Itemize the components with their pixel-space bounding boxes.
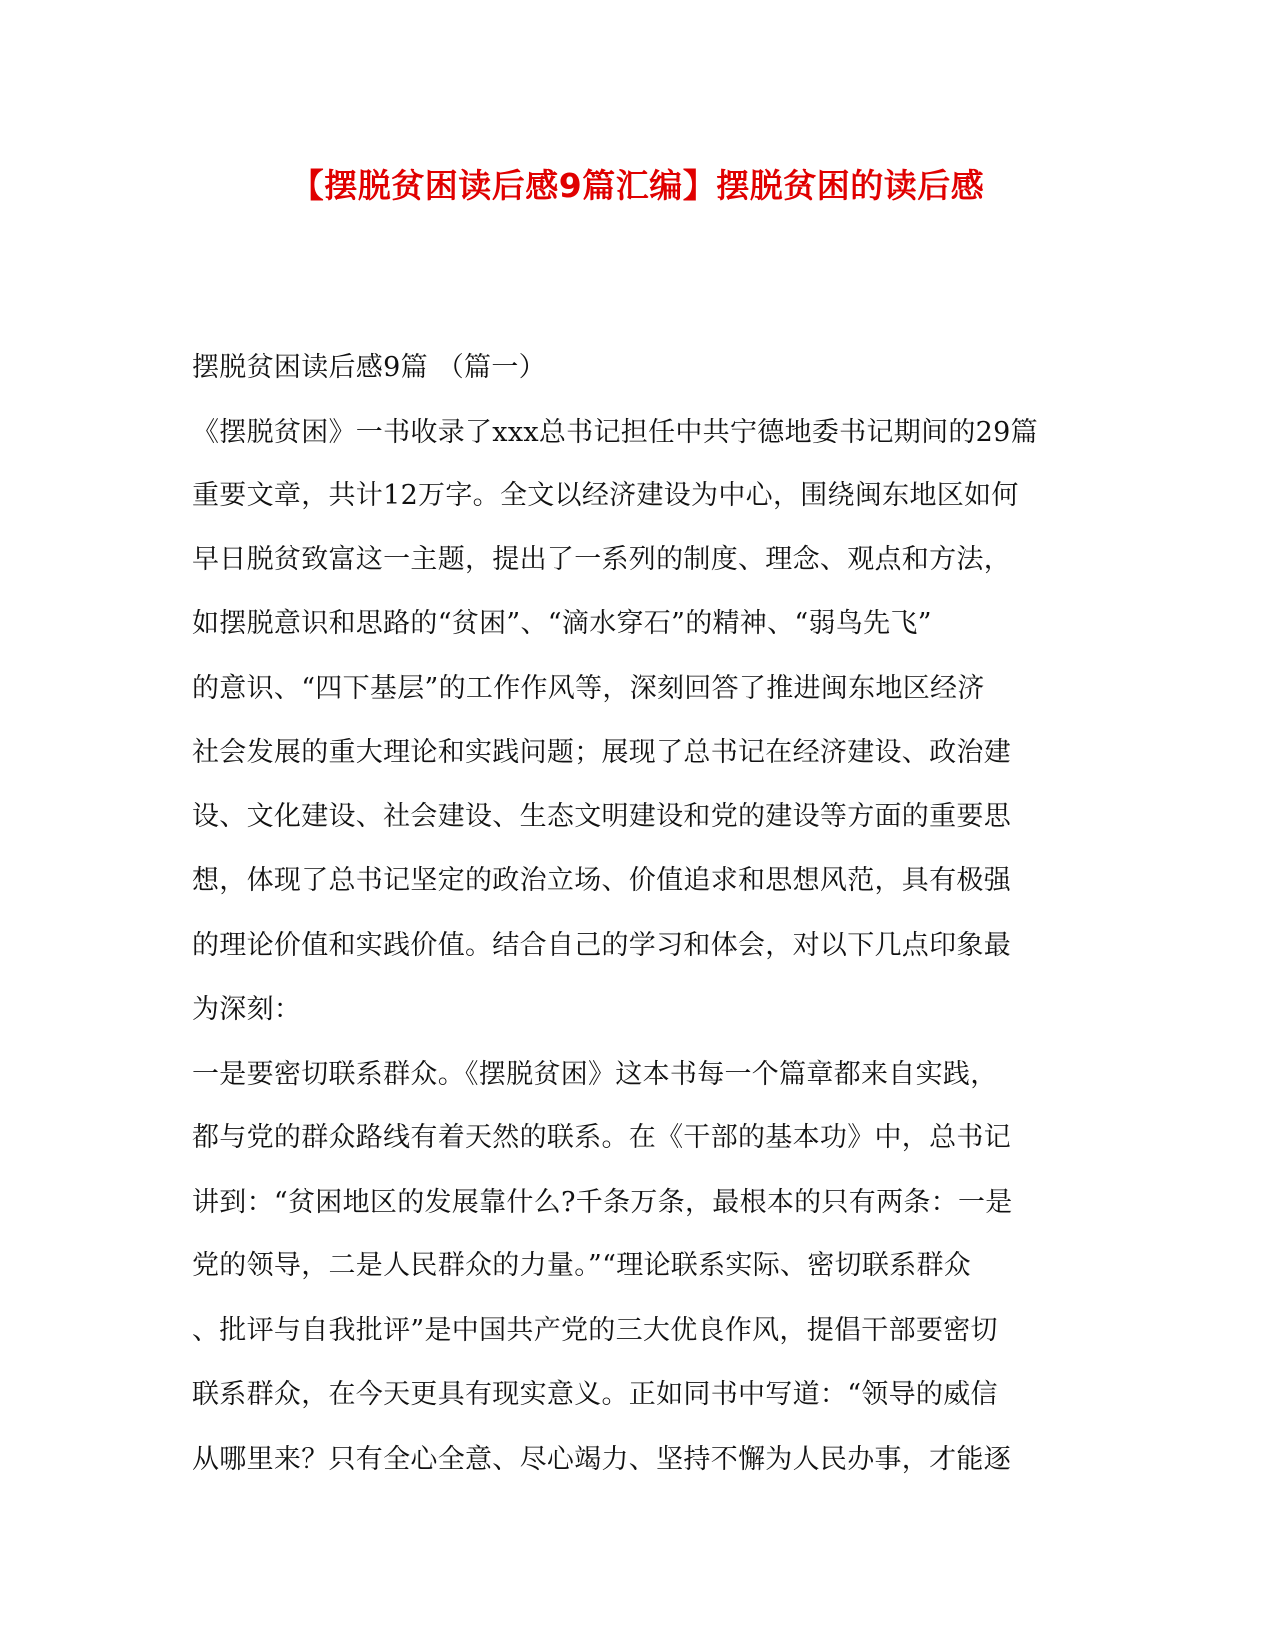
- body-line: 《摆脱贫困》一书收录了xxx总书记担任中共宁德地委书记期间的29篇: [192, 417, 1038, 448]
- body-line: 早日脱贫致富这一主题，提出了一系列的制度、理念、观点和方法，: [192, 544, 1011, 575]
- body-line: 社会发展的重大理论和实践问题；展现了总书记在经济建设、政治建: [192, 737, 1011, 768]
- body-line: 想，体现了总书记坚定的政治立场、价值追求和思想风范，具有极强: [192, 865, 1011, 896]
- body-line: 联系群众，在今天更具有现实意义。正如同书中写道：“领导的威信: [192, 1379, 998, 1410]
- body-line: 讲到：“贫困地区的发展靠什么?千条万条，最根本的只有两条：一是: [192, 1187, 1013, 1218]
- document-title: 【摆脱贫困读后感9篇汇编】摆脱贫困的读后感: [290, 166, 985, 205]
- body-line: 都与党的群众路线有着天然的联系。在《干部的基本功》中，总书记: [192, 1122, 1011, 1153]
- body-line: 如摆脱意识和思路的“贫困”、“滴水穿石”的精神、“弱鸟先飞”: [192, 608, 932, 639]
- body-line: 、批评与自我批评”是中国共产党的三大优良作风，提倡干部要密切: [192, 1315, 998, 1346]
- body-line: 的意识、“四下基层”的工作作风等，深刻回答了推进闽东地区经济: [192, 673, 985, 704]
- body-line: 从哪里来？只有全心全意、尽心竭力、坚持不懈为人民办事，才能逐: [192, 1444, 1011, 1475]
- body-line: 党的领导，二是人民群众的力量。”“理论联系实际、密切联系群众: [192, 1250, 972, 1281]
- body-line: 一是要密切联系群众。《摆脱贫困》这本书每一个篇章都来自实践，: [192, 1059, 998, 1090]
- body-line: 为深刻：: [192, 994, 302, 1025]
- body-line: 的理论价值和实践价值。结合自己的学习和体会，对以下几点印象最: [192, 930, 1011, 961]
- body-line: 设、文化建设、社会建设、生态文明建设和党的建设等方面的重要思: [192, 801, 1011, 832]
- body-line: 重要文章，共计12万字。全文以经济建设为中心，围绕闽东地区如何: [192, 480, 1019, 511]
- section-heading: 摆脱贫困读后感9篇 （篇一）: [192, 352, 546, 383]
